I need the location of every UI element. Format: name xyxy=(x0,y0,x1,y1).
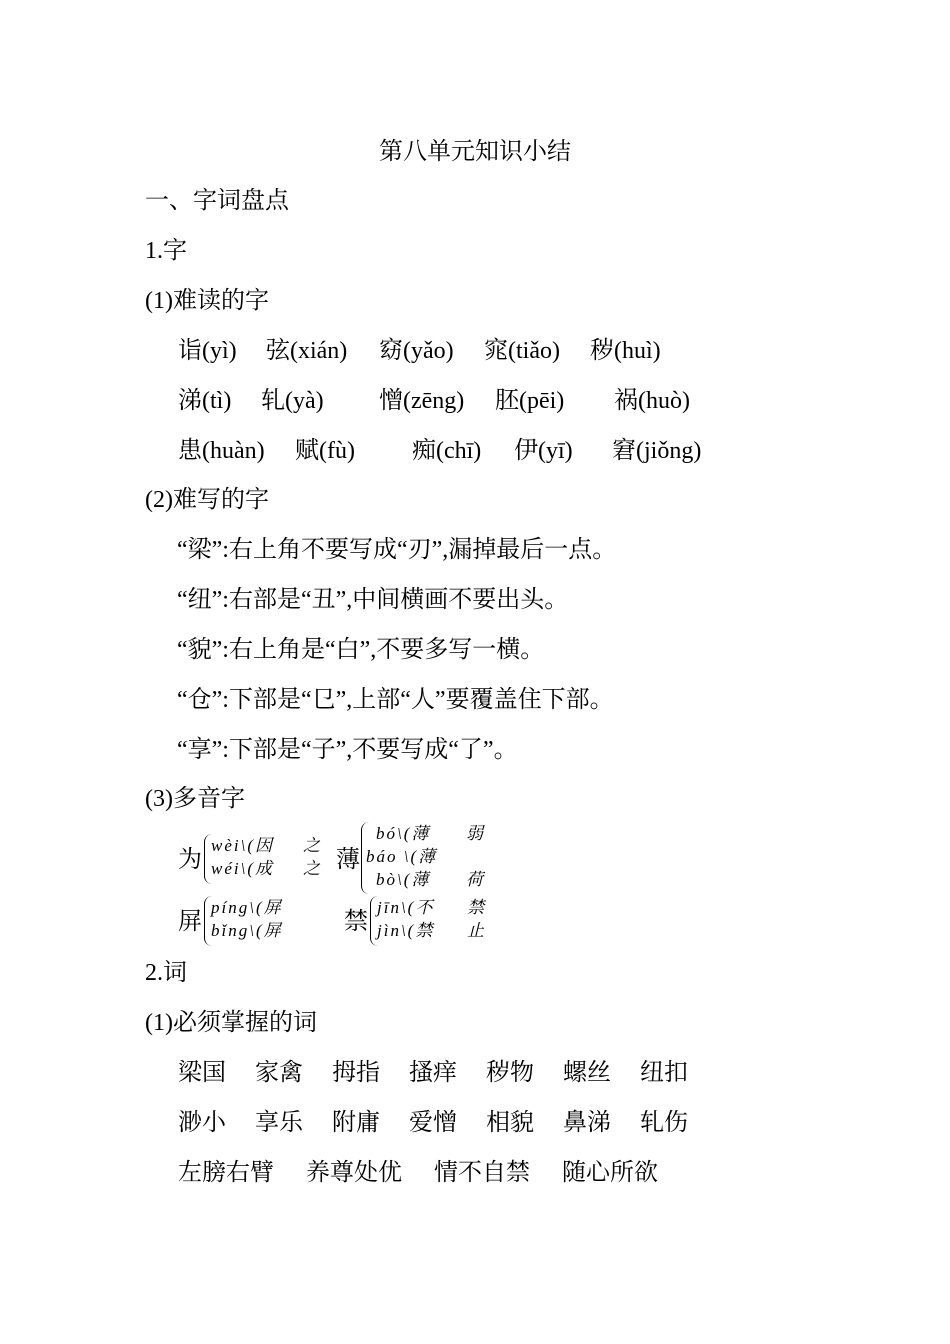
char-item: 窈(yǎo) xyxy=(379,338,454,364)
word-item: 轧伤 xyxy=(640,1110,688,1136)
hard-read-row xyxy=(178,436,701,466)
char-item: 痴(chī) xyxy=(412,438,482,464)
char-item: 胚(pēi) xyxy=(495,388,565,414)
char-item: 秽(huì) xyxy=(590,338,661,364)
polyphone-readings xyxy=(211,896,301,946)
subsection-heading: 1.字 xyxy=(145,238,187,264)
word-item: 情不自禁 xyxy=(434,1160,530,1186)
must-words-heading: (1)必须掌握的词 xyxy=(145,1010,317,1036)
hard-write-heading: (2)难写的字 xyxy=(145,487,269,513)
word-item: 享乐 xyxy=(255,1110,303,1136)
polyphone-heading: (3)多音字 xyxy=(145,786,245,812)
hard-write-item: “享”:下部是“子”,不要写成“了”。 xyxy=(177,737,518,763)
char-item: 诣(yì) xyxy=(178,338,237,364)
word-item: 拇指 xyxy=(332,1060,380,1086)
char-item: 弦(xián) xyxy=(266,338,348,364)
char-item: 赋(fù) xyxy=(295,438,355,464)
word-item: 纽扣 xyxy=(640,1060,688,1086)
polyphone-char: 薄 xyxy=(336,847,360,873)
reading: píng\(屏 xyxy=(211,898,283,917)
word-item: 搔痒 xyxy=(409,1060,457,1086)
reading: wèi\(因 xyxy=(211,836,274,855)
polyphone-char: 屏 xyxy=(178,909,202,935)
char-item: 窘(jiǒng) xyxy=(612,438,702,464)
reading: bó\(薄 xyxy=(376,824,431,843)
char-item: 伊(yī) xyxy=(514,438,573,464)
char-item: 窕(tiǎo) xyxy=(484,338,560,364)
polyphone-readings: jīn\(不 禁 jìn\(禁 止 xyxy=(377,898,486,940)
reading: bǐng\(屏 xyxy=(211,921,283,940)
hard-read-row xyxy=(178,336,661,366)
polyphone-char: 为 xyxy=(178,847,202,873)
reading: wéi\(成 xyxy=(211,859,274,878)
reading: jìn\(禁 xyxy=(377,921,435,940)
char-item: 轧(yà) xyxy=(261,388,324,414)
char-item: 涕(tì) xyxy=(178,388,232,414)
word-item: 梁国 xyxy=(178,1060,226,1086)
word-item: 秽物 xyxy=(486,1060,534,1086)
word-item: 螺丝 xyxy=(563,1060,611,1086)
word-row xyxy=(178,1158,658,1188)
word-item: 左膀右臂 xyxy=(178,1160,274,1186)
char-item: 祸(huò) xyxy=(614,388,690,414)
word-item: 爱憎 xyxy=(409,1110,457,1136)
hard-read-heading: (1)难读的字 xyxy=(145,288,269,314)
hard-write-item: “貌”:右上角是“白”,不要多写一横。 xyxy=(177,637,545,663)
word-item: 附庸 xyxy=(332,1110,380,1136)
char-item: 患(huàn) xyxy=(178,438,265,464)
reading: báo \(薄 xyxy=(366,847,438,866)
subsection-heading: 2.词 xyxy=(145,960,187,986)
reading: bò\(薄 xyxy=(376,870,431,889)
page-title: 第八单元知识小结 xyxy=(379,139,571,165)
section-heading: 一、字词盘点 xyxy=(145,188,289,214)
word-row xyxy=(178,1058,688,1088)
hard-write-item: “梁”:右上角不要写成“刃”,漏掉最后一点。 xyxy=(177,537,617,563)
hard-read-row xyxy=(178,386,690,416)
word-row xyxy=(178,1108,688,1138)
reading: jīn\(不 xyxy=(377,898,435,917)
word-item: 相貌 xyxy=(486,1110,534,1136)
word-item: 鼻涕 xyxy=(563,1110,611,1136)
char-item: 憎(zēng) xyxy=(379,388,465,414)
hard-write-item: “纽”:右部是“丑”,中间横画不要出头。 xyxy=(177,587,569,613)
polyphone-char: 禁 xyxy=(344,909,368,935)
word-item: 渺小 xyxy=(178,1110,226,1136)
hard-write-item: “仓”:下部是“㔾”,上部“人”要覆盖住下部。 xyxy=(177,687,614,713)
polyphone-readings: wèi\(因 之 wéi\(成 之 xyxy=(211,836,322,878)
word-item: 家禽 xyxy=(255,1060,303,1086)
word-item: 随心所欲 xyxy=(562,1160,658,1186)
polyphone-readings: bó\(薄 弱 báo \(薄 bò\(薄 荷 xyxy=(366,824,485,889)
word-item: 养尊处优 xyxy=(306,1160,402,1186)
